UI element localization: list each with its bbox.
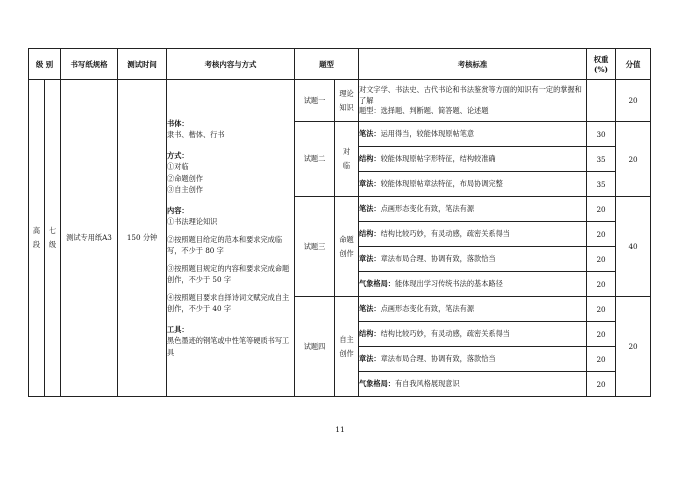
header-row	[29, 49, 651, 80]
level-stage: 高 段	[29, 80, 45, 397]
font-list: 隶书、楷体、行书	[167, 130, 225, 140]
criteria-desc: 结构比较巧妙，有灵动感，疏密关系得当	[380, 329, 510, 338]
criteria-text	[359, 147, 587, 172]
criteria-desc: 点画形态变化有致，笔法有源	[380, 204, 475, 213]
criteria-label: 笔法：	[359, 304, 381, 313]
criteria-label: 气象格局：	[359, 279, 395, 288]
criteria-text	[359, 122, 587, 147]
criteria-text: 对文字学、书法史、古代书论和书法鉴赏等方面的知识有一定的掌握和了解 题型：选择题、判断题、简答题、论述题	[359, 80, 587, 122]
criteria-text	[359, 247, 587, 272]
question-name: 试题一	[295, 80, 335, 122]
criteria-text	[359, 297, 587, 322]
criteria-weight: 20	[587, 297, 616, 322]
assessment-table	[28, 48, 651, 397]
criteria-label: 章法：	[359, 354, 381, 363]
criteria-desc: 较能体现原帖章法特征，布局协调完整	[380, 179, 503, 188]
header-topic: 题型	[295, 49, 359, 80]
criteria-text	[359, 172, 587, 197]
header-level: 级 别	[29, 49, 61, 80]
criteria-weight: 20	[587, 347, 616, 372]
question-type: 对 临	[335, 122, 359, 197]
content-item: ①书法理论知识	[167, 217, 218, 227]
question-score: 20	[616, 297, 651, 397]
tools-text: 黑色墨迹的钢笔或中性笔等硬质书写工具	[167, 336, 290, 357]
criteria-label: 章法：	[359, 254, 381, 263]
header-content: 考核内容与方式	[167, 49, 295, 80]
criteria-weight: 20	[587, 197, 616, 222]
test-time: 150 分钟	[118, 80, 167, 397]
items-title: 内容：	[167, 205, 189, 215]
question-score: 20	[616, 80, 651, 122]
criteria-desc: 章法布局合理、协调有致，落款恰当	[380, 254, 496, 263]
content-item: ②按照题目给定的范本和要求完成临写，不少于 80 字	[167, 234, 283, 256]
question-type: 自主 创作	[335, 297, 359, 397]
criteria-weight: 20	[587, 247, 616, 272]
criteria-weight: 35	[587, 172, 616, 197]
criteria-weight: 30	[587, 122, 616, 147]
criteria-label: 笔法：	[359, 204, 381, 213]
criteria-desc: 运用得当，较能体现原帖笔意	[380, 129, 475, 138]
criteria-label: 章法：	[359, 179, 381, 188]
criteria-text	[359, 197, 587, 222]
criteria-text	[359, 322, 587, 347]
question-type: 理论 知识	[335, 80, 359, 122]
content-item: ③按照题目规定的内容和要求完成命题创作，不少于 50 字	[167, 263, 290, 285]
page-number: 11	[335, 425, 345, 434]
criteria-weight: 20	[587, 322, 616, 347]
criteria-label: 笔法：	[359, 129, 381, 138]
question-score: 20	[616, 122, 651, 197]
header-standard: 考核标准	[359, 49, 587, 80]
paper-spec: 测试专用纸A3	[61, 80, 118, 397]
criteria-desc: 有自我风格展现意识	[394, 379, 460, 388]
criteria-row	[29, 80, 651, 122]
criteria-text	[359, 272, 587, 297]
header-paper: 书写纸规格	[61, 49, 118, 80]
method-item: ①对临	[167, 162, 189, 172]
criteria-desc: 结构比较巧妙，有灵动感，疏密关系得当	[380, 229, 510, 238]
content-method	[167, 80, 295, 397]
criteria-weight: 35	[587, 147, 616, 172]
method-title: 方式：	[167, 150, 189, 160]
criteria-label: 结构：	[359, 229, 381, 238]
criteria-desc: 章法布局合理、协调有致，落款恰当	[380, 354, 496, 363]
criteria-desc: 点画形态变化有致，笔法有源	[380, 304, 475, 313]
criteria-desc: 较能体现原帖字形特征，结构较准确	[380, 154, 496, 163]
criteria-desc: 能体现出学习传统书法的基本路径	[394, 279, 503, 288]
tools-title: 工具：	[167, 324, 189, 334]
question-type: 命题 创作	[335, 197, 359, 297]
criteria-weight	[587, 80, 616, 122]
question-name: 试题三	[295, 197, 335, 297]
criteria-weight: 20	[587, 372, 616, 397]
content-item: ④按照题目要求自择诗词文赋完成自主创作，不少于 40 字	[167, 292, 290, 314]
level-grade: 七 级	[45, 80, 61, 397]
criteria-text	[359, 372, 587, 397]
font-title: 书体：	[167, 118, 189, 128]
question-score: 40	[616, 197, 651, 297]
criteria-label: 结构：	[359, 154, 381, 163]
method-item: ②命题创作	[167, 173, 203, 183]
criteria-label: 气象格局：	[359, 379, 395, 388]
header-weight: 权重(%)	[587, 49, 616, 80]
header-score: 分值	[616, 49, 651, 80]
criteria-label: 结构：	[359, 329, 381, 338]
criteria-weight: 20	[587, 222, 616, 247]
method-item: ③自主创作	[167, 185, 203, 195]
criteria-text	[359, 347, 587, 372]
question-name: 试题四	[295, 297, 335, 397]
criteria-text	[359, 222, 587, 247]
criteria-weight: 20	[587, 272, 616, 297]
header-time: 测试时间	[118, 49, 167, 80]
question-name: 试题二	[295, 122, 335, 197]
